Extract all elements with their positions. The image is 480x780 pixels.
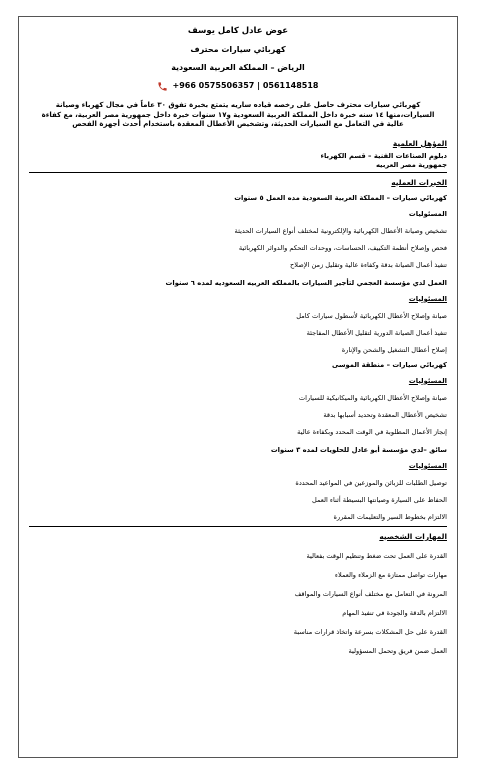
list-item: إصلاح أعطال التشغيل والشحن والإنارة [341, 345, 447, 354]
list-item: العمل ضمن فريق وتحمل المسؤولية [348, 646, 447, 655]
job-entry-title: كهربائي سيارات – منطقة الموسى [331, 360, 447, 369]
phone-line [29, 79, 447, 93]
list-item: الالتزام بخطوط السير والتعليمات المقررة [333, 512, 447, 521]
responsibilities-label: المسئوليات [408, 461, 447, 470]
list-item: فحص وإصلاح أنظمة التكييف، الحساسات، ووحدات التحكم والدوائر الكهربائية [238, 243, 447, 252]
list-item: توصيل الطلبات للزبائن والموزعين في المواعيد المحددة [295, 478, 447, 487]
list-item: صيانة وإصلاح الأعطال الكهربائية والميكانيكية للسيارات [298, 393, 447, 402]
list-item: تنفيذ أعمال الصيانة الدورية لتقليل الأعطال المفاجئة [306, 328, 447, 337]
education-country: جمهورية مصر العربيه [375, 160, 447, 169]
job-entry-title: كهربائي سيارات – المملكة العربية السعودية مده العمل ٥ سنوات [234, 193, 447, 202]
skills-section [29, 531, 447, 656]
person-name: عوض عادل كامل يوسف [187, 26, 289, 36]
resume-page [18, 16, 458, 758]
phone-icon [157, 81, 168, 92]
section-divider [29, 172, 447, 173]
list-item: القدرة على العمل تحت ضغط وتنظيم الوقت بفعالية [306, 551, 447, 560]
list-item: تنفيذ أعمال الصيانة بدقة وكفاءة عالية وتقليل زمن الإصلاح [289, 260, 447, 269]
list-item: تشخيص وصيانة الأعطال الكهربائية والإلكترونية لمختلف أنواع السيارات الحديثة [234, 226, 447, 235]
job-title: كهربائي سيارات محترف [190, 45, 286, 54]
phone-number[interactable]: +966 0575506357 | 0561148518 [172, 81, 319, 90]
job-entry-title: العمل لدي مؤسسة العجمي لتأجير السيارات بالمملكه العربيه السعوديه لمده ٦ سنوات [165, 278, 447, 287]
education-degree: دبلوم الصناعات الفنية – قسم الكهرباء [320, 151, 447, 160]
list-item: مهارات تواصل ممتازة مع الزملاء والعملاء [334, 570, 447, 579]
responsibilities-label: المسئوليات [408, 209, 447, 218]
location: الرياض – المملكة العربية السعودية [171, 63, 305, 72]
responsibilities-label: المسئوليات [408, 376, 447, 385]
list-item: إنجاز الأعمال المطلوبة في الوقت المحدد وبكفاءة عالية [297, 427, 447, 436]
experience-heading: الخبرات العمليه [391, 177, 447, 187]
section-divider [29, 526, 447, 527]
list-item: القدرة على حل المشكلات بسرعة واتخاذ قرارات مناسبة [293, 627, 447, 636]
list-item: تشخيص الأعطال المعقدة وتحديد أسبابها بدقة [323, 410, 447, 419]
skills-heading: المهارات الشخصيه [379, 531, 447, 541]
list-item: صيانة وإصلاح الأعطال الكهربائية لأسطول سيارات كامل [296, 311, 447, 320]
responsibilities-label: المسئوليات [408, 294, 447, 303]
job-entry-title: سائق –لدي مؤسسة أبو عادل للحلويات لمده ٣ سنوات [270, 445, 447, 454]
list-item: الحفاظ على السيارة وصيانتها البسيطة أثناء العمل [312, 495, 447, 504]
resume-header [29, 25, 447, 93]
list-item: المرونة في التعامل مع مختلف أنواع السيارات والمواقف [294, 589, 447, 598]
professional-summary: كهربائي سيارات محترف حاصل على رخصه قياده ساريه يتمتع بخبرة تفوق ٣٠ عاماً في مجال كهرباء وصيانة السيارات،منها ١٤ سنه خبرة داخل المملكة العربية السعودية و١٧ سنوات خبرة داخل جمهورية مصر العربية، مع كفاءة عالية في التعامل مع السيارات الحديثة، وتشخيص الأعطال المعقدة باستخدام أحدث أجهزة الفحص [41, 101, 435, 128]
list-item: الالتزام بالدقة والجودة في تنفيذ المهام [342, 608, 447, 617]
education-heading: المؤهل العلمية [392, 138, 447, 148]
